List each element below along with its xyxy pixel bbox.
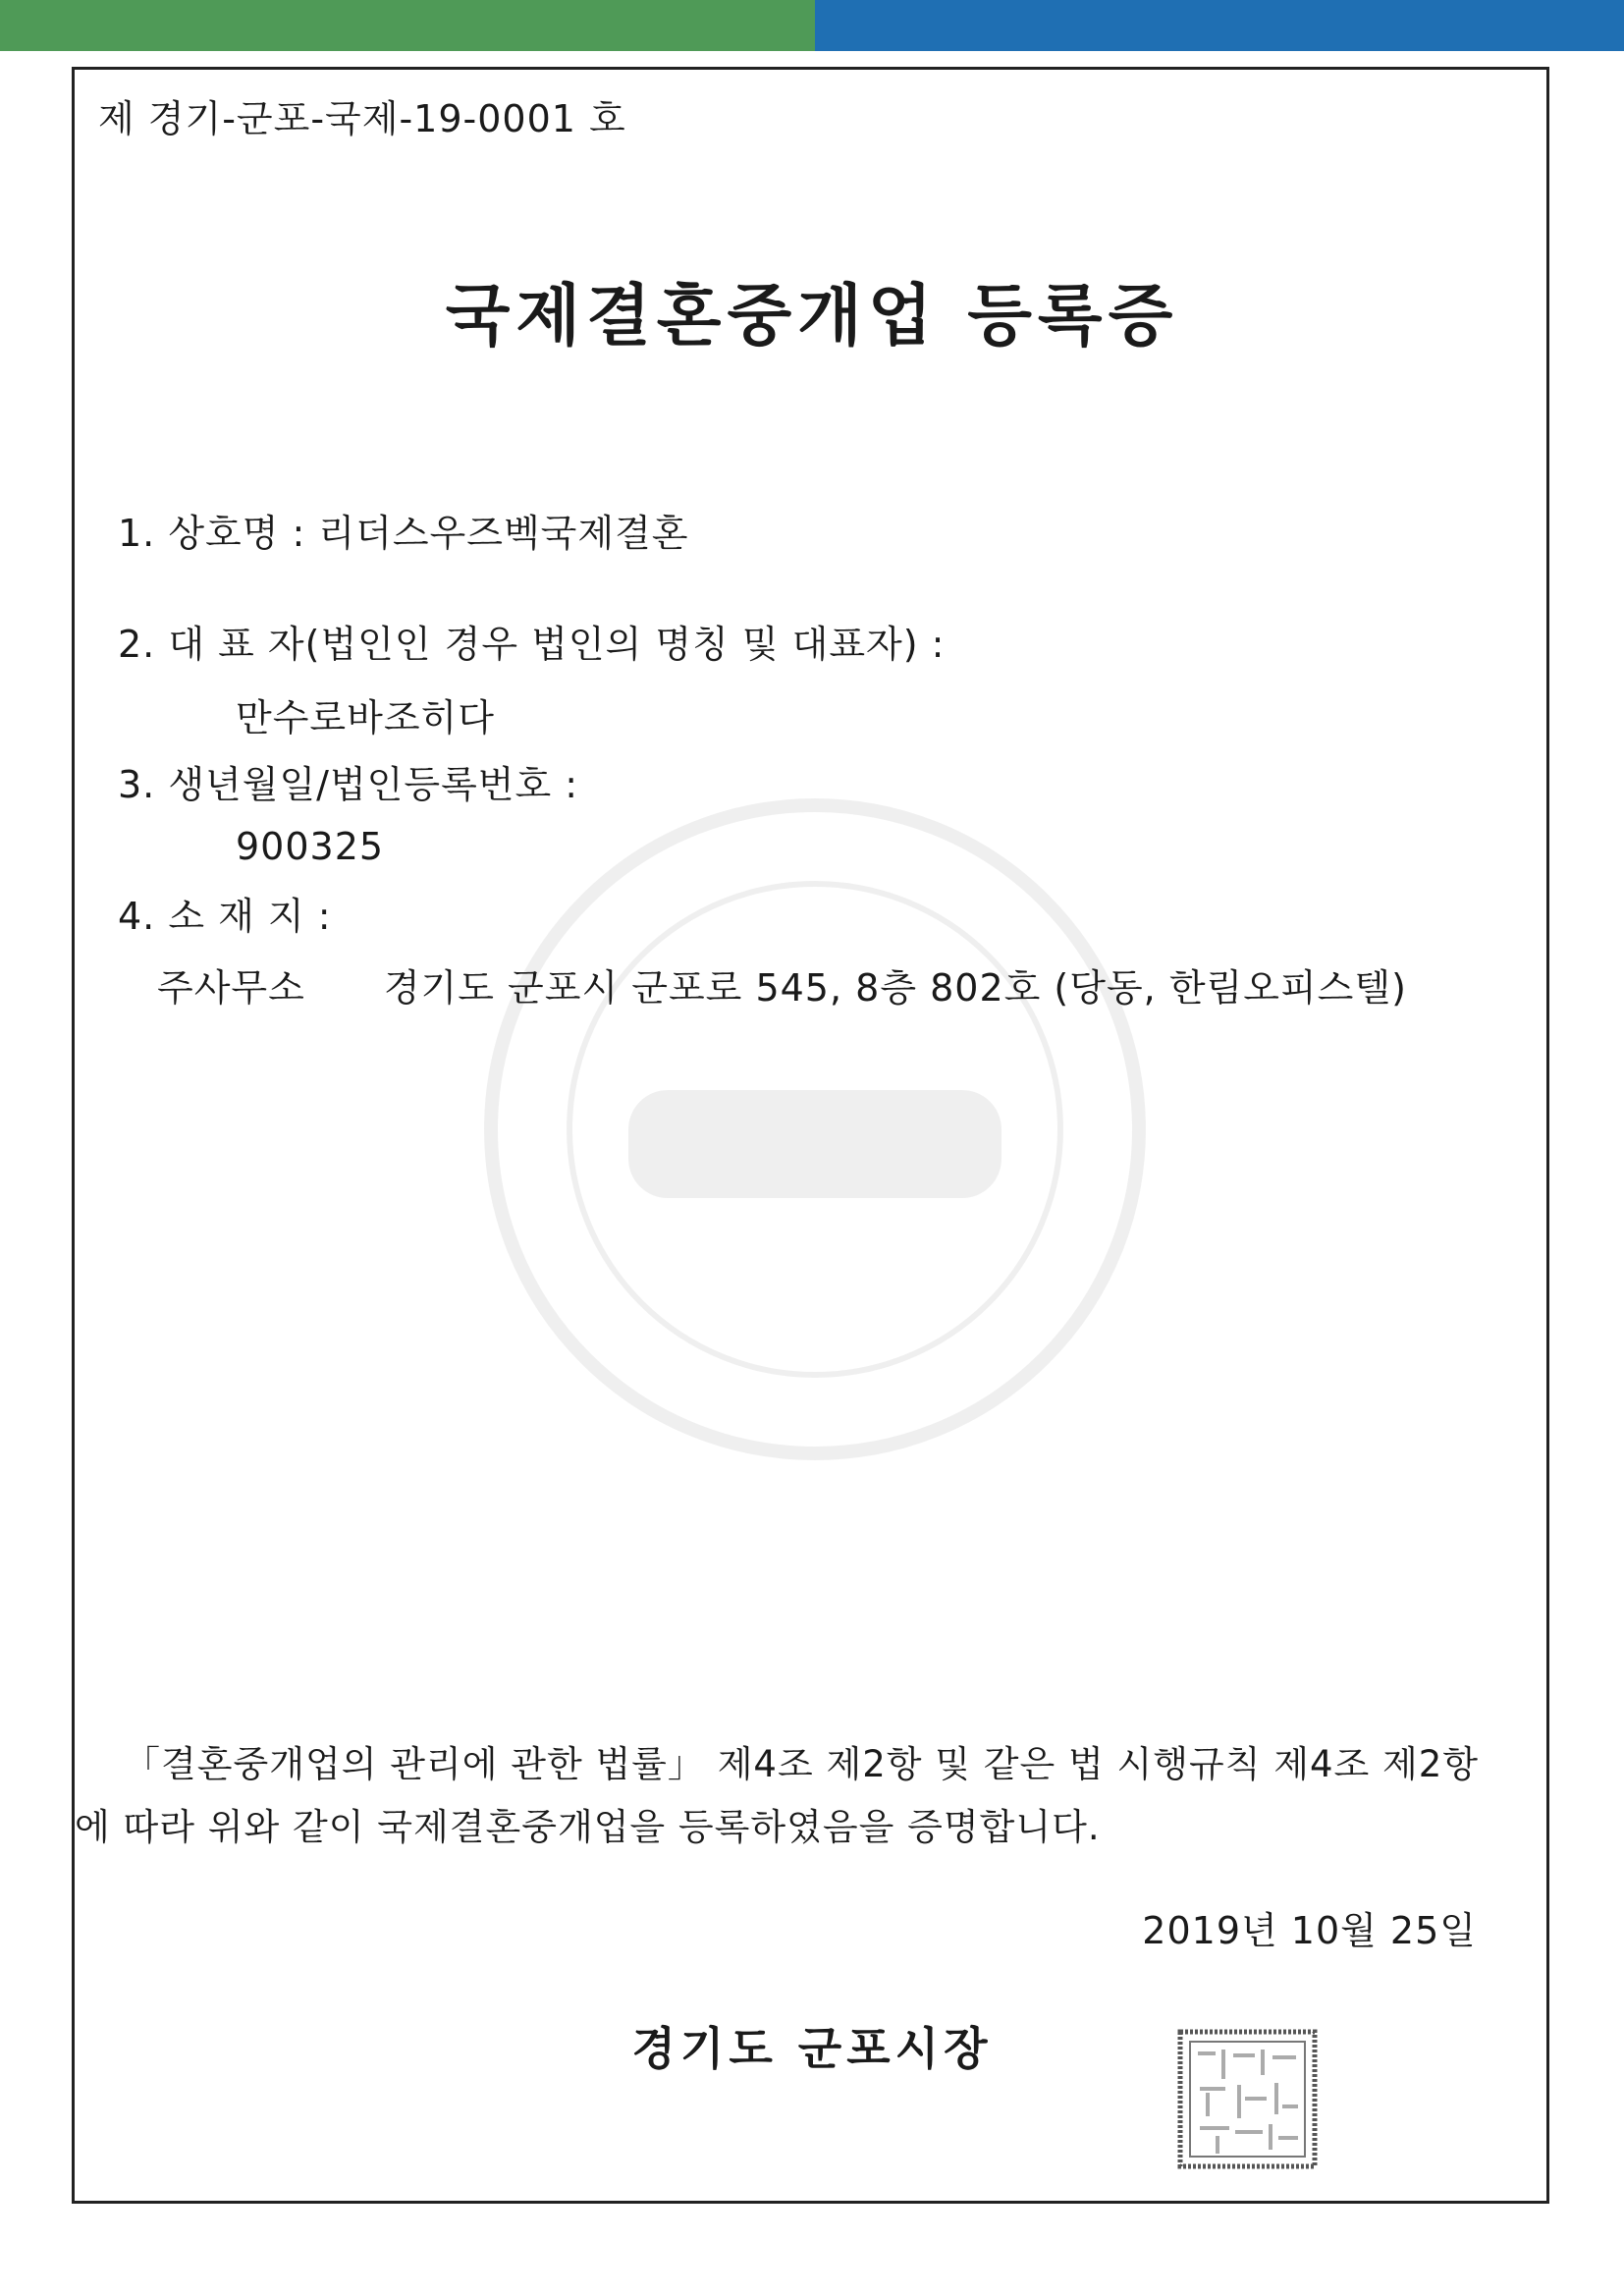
city-emblem-watermark bbox=[481, 795, 1149, 1463]
item-birthdate-value: 900325 bbox=[236, 825, 385, 868]
header-band-blue bbox=[815, 0, 1624, 51]
certificate-number: 제 경기-군포-국제-19-0001 호 bbox=[98, 97, 626, 140]
document-title: 국제결혼중개업 등록증 bbox=[445, 278, 1179, 355]
certification-statement bbox=[75, 1733, 1528, 1859]
official-seal-stamp bbox=[1176, 2028, 1319, 2170]
certification-line-1: 「결혼중개업의 관리에 관한 법률」 제4조 제2항 및 같은 법 시행규칙 제4조 제2항 bbox=[124, 1743, 1480, 1785]
issuer-name: 경기도 군포시장 bbox=[631, 2022, 993, 2075]
item-representative-value: 만수로바조히다 bbox=[236, 696, 495, 739]
item-birthdate-label: 3. 생년월일/법인등록번호 : bbox=[118, 763, 579, 806]
item-representative-label: 2. 대 표 자(법인인 경우 법인의 명칭 및 대표자) : bbox=[118, 623, 946, 666]
header-band-green bbox=[0, 0, 815, 51]
item-business-name: 1. 상호명 : 리더스우즈벡국제결혼 bbox=[118, 512, 689, 555]
certification-line-2: 에 따라 위와 같이 국제결혼중개업을 등록하였음을 증명합니다. bbox=[75, 1806, 1101, 1848]
item-location-label: 4. 소 재 지 : bbox=[118, 895, 332, 938]
issue-date: 2019년 10월 25일 bbox=[1142, 1909, 1477, 1952]
office-label: 주사무소 bbox=[157, 966, 305, 1010]
item-location-value bbox=[157, 957, 1407, 1011]
office-address: 경기도 군포시 군포로 545, 8층 802호 (당동, 한림오피스텔) bbox=[383, 966, 1407, 1010]
